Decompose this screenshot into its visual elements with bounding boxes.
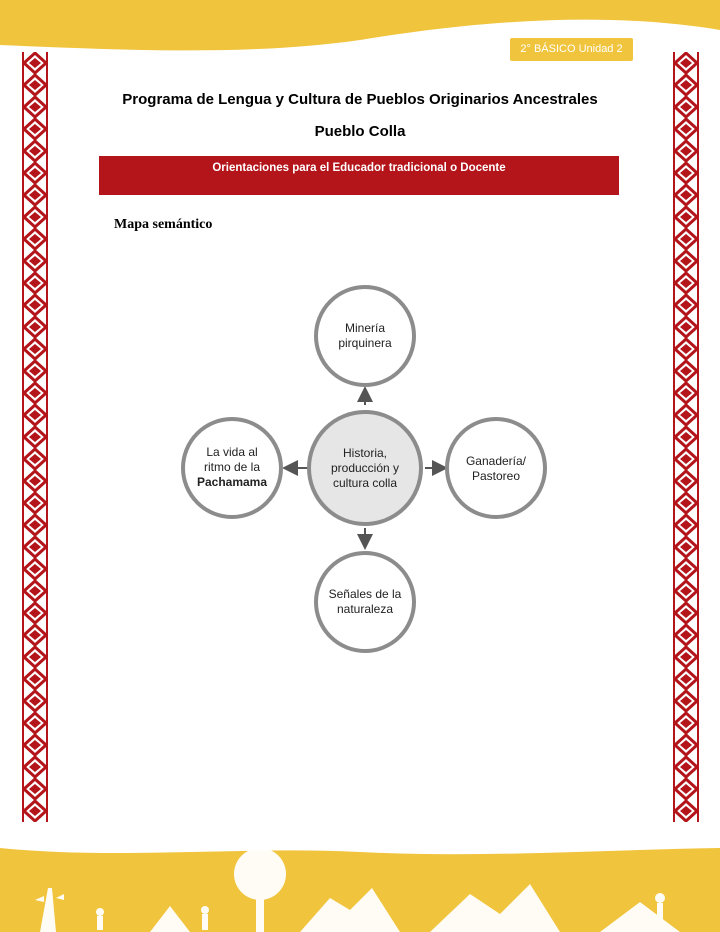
left-pattern-border <box>22 52 48 822</box>
grade-badge: 2° BÁSICO Unidad 2 <box>510 38 633 61</box>
document-title: Programa de Lengua y Cultura de Pueblos Originarios Ancestrales <box>122 91 598 108</box>
guidance-banner <box>99 156 619 195</box>
semantic-map <box>170 280 560 660</box>
node-bottom-label: Señales de la naturaleza <box>328 587 402 616</box>
bottom-landscape-illustration <box>0 828 720 932</box>
right-pattern-border <box>673 52 699 822</box>
node-left-label: La vida al ritmo de la Pachamama <box>196 445 268 489</box>
section-heading: Mapa semántico <box>114 217 213 232</box>
node-center-label: Historia, producción y cultura colla <box>330 446 400 490</box>
banner-text: Orientaciones para el Educador tradicional o Docente <box>212 162 506 174</box>
node-right-label: Ganadería/ Pastoreo <box>465 454 527 483</box>
document-subtitle: Pueblo Colla <box>314 123 406 140</box>
node-top-label: Minería pirquinera <box>338 321 392 350</box>
